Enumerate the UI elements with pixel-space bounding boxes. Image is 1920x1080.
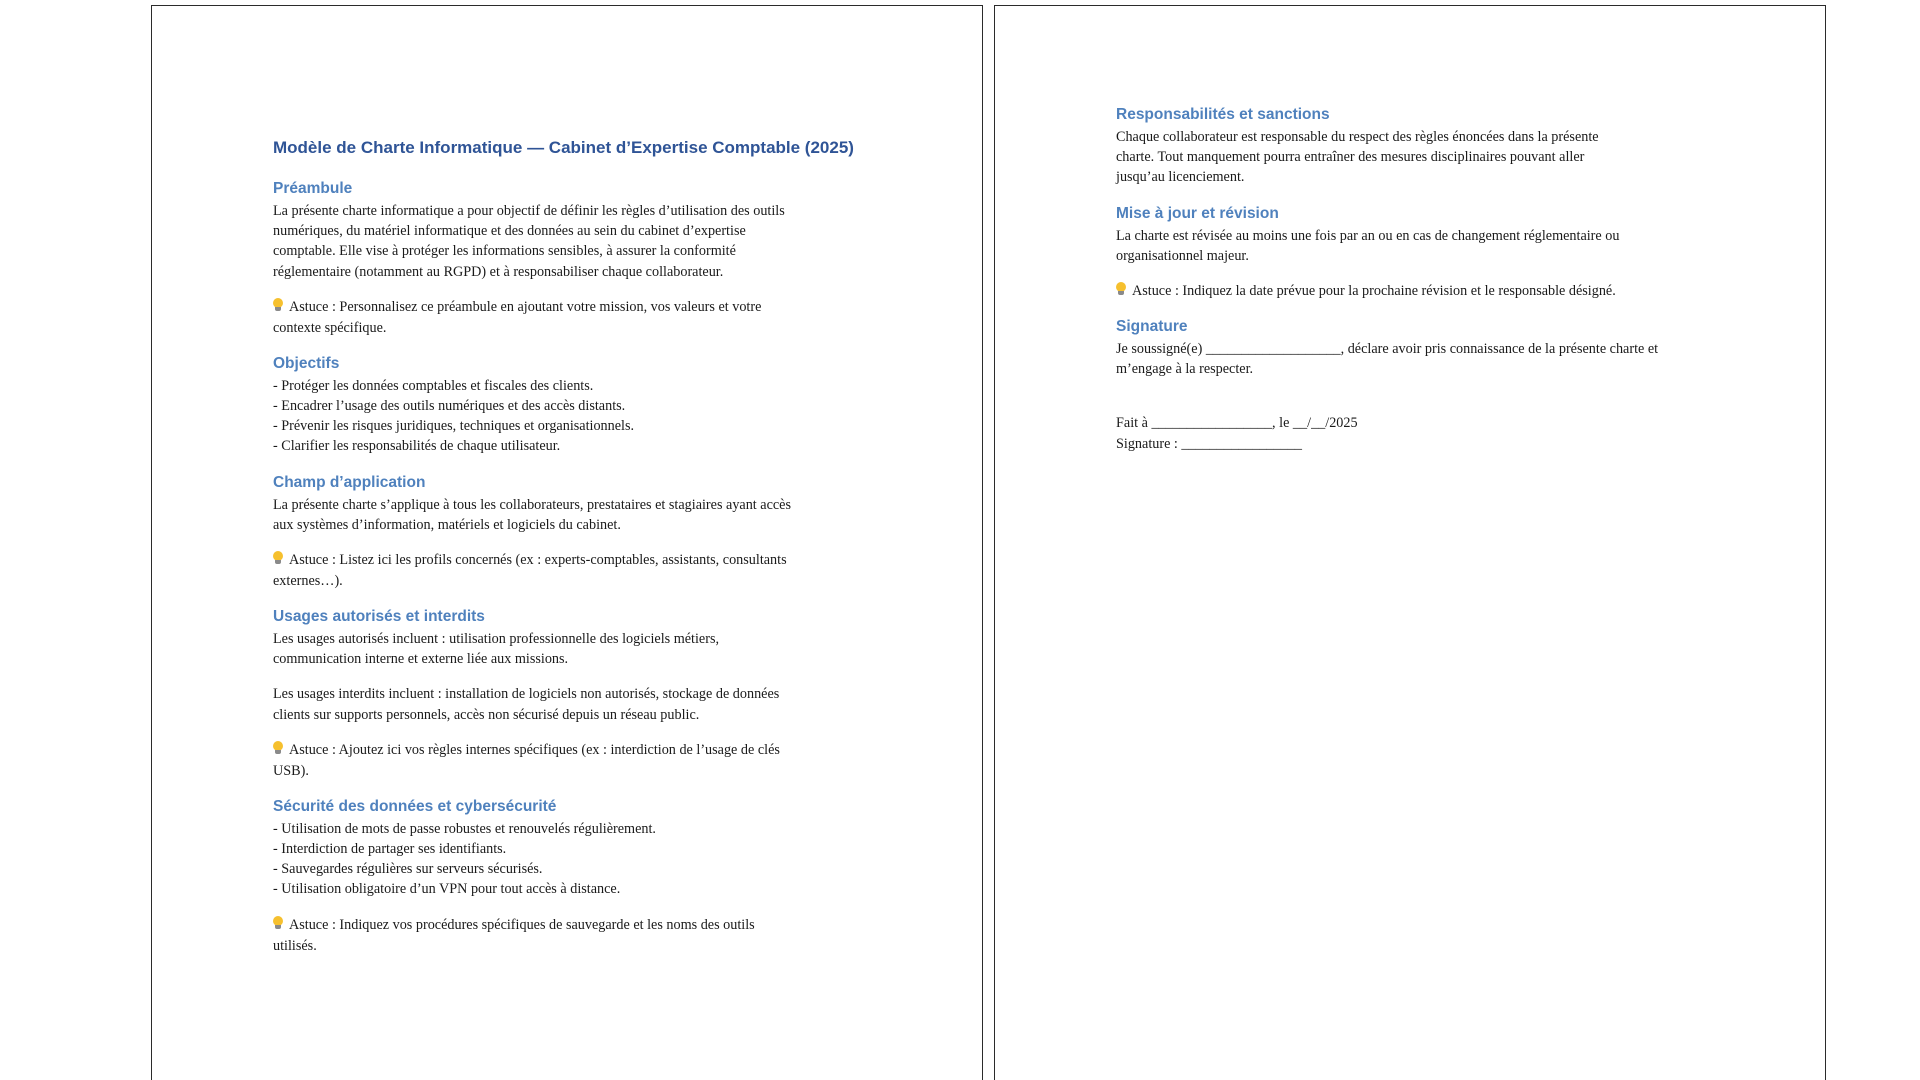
document-page-1 <box>151 5 983 1080</box>
tip-text-line: Astuce : Listez ici les profils concernés (ex : experts-comptables, assistants, consultants <box>289 552 787 569</box>
text-line: communication interne et externe liée aux missions. <box>273 651 569 668</box>
lightbulb-icon <box>273 741 283 755</box>
document-page-2 <box>994 5 1826 1080</box>
tip-champ-application <box>273 550 873 592</box>
heading-securite: Sécurité des données et cybersécurité <box>273 797 557 815</box>
list-item: - Clarifier les responsabilités de chaque utilisateur. <box>273 438 561 455</box>
text-line: organisationnel majeur. <box>1116 247 1249 264</box>
list-item: - Protéger les données comptables et fiscales des clients. <box>273 377 594 394</box>
lightbulb-icon <box>273 916 283 930</box>
list-objectifs <box>273 376 873 457</box>
paragraph-responsabilites <box>1116 127 1716 188</box>
paragraph-usages-autorises <box>273 629 873 669</box>
paragraph-signature <box>1116 339 1716 379</box>
tip-text-line: Astuce : Indiquez vos procédures spécifiques de sauvegarde et les noms des outils <box>289 916 755 933</box>
heading-revision: Mise à jour et révision <box>1116 204 1279 222</box>
heading-responsabilites: Responsabilités et sanctions <box>1116 106 1330 123</box>
text-line: clients sur supports personnels, accès non sécurisé depuis un réseau public. <box>273 706 700 723</box>
text-line: Je soussigné(e) ___________________, déclare avoir pris connaissance de la présente charte et <box>1116 341 1659 358</box>
text-line: numériques, du matériel informatique et des données au sein du cabinet d’expertise <box>273 223 746 240</box>
paragraph-champ-application <box>273 495 873 535</box>
heading-objectifs: Objectifs <box>273 354 340 372</box>
text-line: La présente charte informatique a pour objectif de définir les règles d’utilisation des outils <box>273 203 785 219</box>
list-item: - Sauvegardes régulières sur serveurs sécurisés. <box>273 861 543 878</box>
text-line: aux systèmes d’information, matériels et logiciels du cabinet. <box>273 516 621 533</box>
text-line: m’engage à la respecter. <box>1116 361 1254 378</box>
text-line: jusqu’au licenciement. <box>1116 169 1245 186</box>
text-line: comptable. Elle vise à protéger les informations sensibles, à assurer la conformité <box>273 243 736 260</box>
heading-preambule: Préambule <box>273 180 353 197</box>
tip-text-line: contexte spécifique. <box>273 319 387 336</box>
list-item: - Encadrer l’usage des outils numériques et des accès distants. <box>273 398 626 415</box>
tip-text-line: utilisés. <box>273 937 317 954</box>
heading-signature: Signature <box>1116 318 1188 336</box>
fait-a-line: Fait à _________________, le __/__/2025 <box>1116 415 1358 432</box>
list-item: - Interdiction de partager ses identifiants. <box>273 841 507 858</box>
paragraph-revision <box>1116 226 1716 266</box>
list-item: - Prévenir les risques juridiques, techniques et organisationnels. <box>273 418 635 435</box>
lightbulb-icon <box>273 551 283 565</box>
text-line: Les usages autorisés incluent : utilisation professionnelle des logiciels métiers, <box>273 631 720 648</box>
list-item: - Utilisation de mots de passe robustes et renouvelés régulièrement. <box>273 820 656 837</box>
list-item: - Utilisation obligatoire d’un VPN pour tout accès à distance. <box>273 881 621 898</box>
lightbulb-icon <box>273 298 283 312</box>
tip-text-line: Astuce : Ajoutez ici vos règles internes spécifiques (ex : interdiction de l’usage de clés <box>289 741 780 758</box>
document-title: Modèle de Charte Informatique — Cabinet d’Expertise Comptable (2025) <box>273 138 854 157</box>
tip-securite <box>273 915 873 957</box>
page-2-content <box>1116 104 1716 454</box>
text-line: réglementaire (notamment au RGPD) et à responsabiliser chaque collaborateur. <box>273 263 724 280</box>
page-1-content <box>273 136 873 971</box>
text-line: La charte est révisée au moins une fois par an ou en cas de changement réglementaire ou <box>1116 227 1620 244</box>
signature-line: Signature : _________________ <box>1116 435 1303 452</box>
tip-text-line: Astuce : Indiquez la date prévue pour la prochaine révision et le responsable désigné. <box>1132 283 1616 300</box>
text-line: Les usages interdits incluent : installation de logiciels non autorisés, stockage de données <box>273 686 780 703</box>
lightbulb-icon <box>1116 282 1126 296</box>
tip-preambule <box>273 297 873 339</box>
list-securite <box>273 819 873 900</box>
tip-usages <box>273 740 873 782</box>
heading-usages: Usages autorisés et interdits <box>273 608 485 626</box>
text-line: La présente charte s’applique à tous les collaborateurs, prestataires et stagiaires ayant accès <box>273 496 792 513</box>
paragraph-preambule <box>273 201 873 282</box>
paragraph-usages-interdits <box>273 684 873 724</box>
tip-text-line: Astuce : Personnalisez ce préambule en ajoutant votre mission, vos valeurs et votre <box>289 298 762 315</box>
text-line: Chaque collaborateur est responsable du respect des règles énoncées dans la présente <box>1116 129 1599 145</box>
tip-text-line: externes…). <box>273 573 343 590</box>
tip-revision <box>1116 281 1716 302</box>
text-line: charte. Tout manquement pourra entraîner des mesures disciplinaires pouvant aller <box>1116 149 1585 166</box>
tip-text-line: USB). <box>273 762 309 779</box>
heading-champ-application: Champ d’application <box>273 473 426 491</box>
